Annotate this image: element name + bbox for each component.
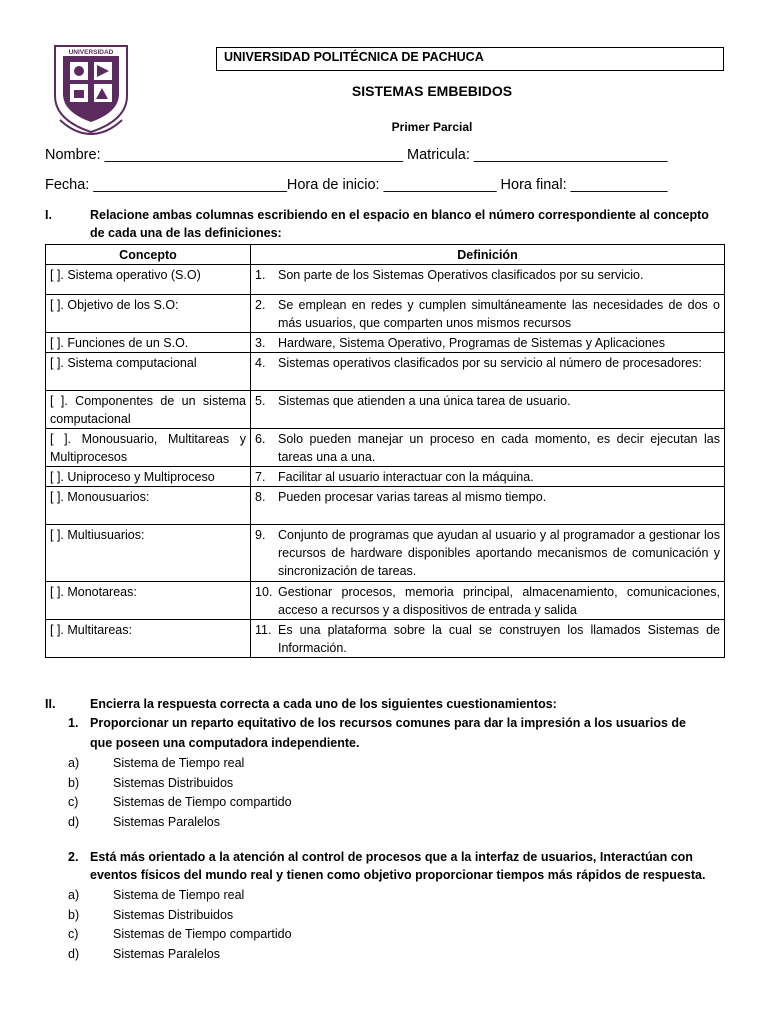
definition-number: 11.: [255, 623, 272, 637]
definition-number: 4.: [255, 356, 266, 370]
option-item[interactable]: c) Sistemas de Tiempo compartido: [68, 927, 292, 941]
definition-text: Sistemas que atienden a una única tarea de usuario.: [278, 394, 571, 408]
table-row: [46, 467, 725, 487]
definition-number: 7.: [255, 470, 266, 484]
definition-number: 3.: [255, 336, 266, 350]
section1-instruction-2: de cada una de las definiciones:: [90, 226, 282, 240]
definition-text: Son parte de los Sistemas Operativos clasificados por su servicio.: [278, 268, 644, 282]
table-row: [46, 353, 725, 391]
concept-cell[interactable]: [ ]. Monotareas:: [46, 582, 251, 620]
definition-number: 1.: [255, 268, 266, 282]
definition-text: Se emplean en redes y cumplen simultáneamente las necesidades de dos o más usuarios, que comparten unos mismos recursos: [278, 298, 720, 330]
concept-cell[interactable]: [ ]. Monousuarios:: [46, 487, 251, 525]
definition-cell: [251, 265, 725, 295]
question-1-text-2: que poseen una computadora independiente.: [90, 736, 360, 750]
concept-cell[interactable]: [ ]. Sistema computacional: [46, 353, 251, 391]
definition-text: Es una plataforma sobre la cual se construyen los llamados Sistemas de Información.: [278, 623, 720, 655]
course-title: SISTEMAS EMBEBIDOS: [351, 83, 513, 99]
option-item[interactable]: d) Sistemas Paralelos: [68, 814, 220, 829]
definition-cell: [251, 467, 725, 487]
logo-text-top: UNIVERSIDAD: [68, 49, 114, 56]
section2-numeral: II.: [45, 697, 56, 711]
concept-cell[interactable]: [ ]. Monousuario, Multitareas y Multiprocesos: [46, 429, 251, 467]
definition-text: Facilitar al usuario interactuar con la máquina.: [278, 470, 534, 484]
table-row: [46, 620, 725, 658]
option-item[interactable]: b) Sistemas Distribuidos: [68, 907, 234, 922]
definition-cell: [251, 487, 725, 525]
table-row: [46, 525, 725, 582]
option-item[interactable]: a) Sistema de Tiempo real: [68, 888, 245, 902]
section1-instruction: Relacione ambas columnas escribiendo en el espacio en blanco el número correspondiente al concepto: [90, 208, 709, 222]
definition-text: Pueden procesar varias tareas al mismo tiempo.: [278, 490, 547, 504]
question-2-number: 2.: [68, 850, 79, 864]
option-item[interactable]: d) Sistemas Paralelos: [68, 946, 220, 961]
exam-title: Primer Parcial: [391, 120, 473, 134]
definition-text: Conjunto de programas que ayudan al usuario y al programador a gestionar los recursos de hardware disponibles aportando mecanismos de comunicación y sincronización de tareas.: [278, 528, 720, 578]
concept-cell[interactable]: [ ]. Componentes de un sistema computacional: [46, 391, 251, 429]
table-row: [46, 429, 725, 467]
concept-cell[interactable]: [ ]. Multitareas:: [46, 620, 251, 658]
definition-cell: [251, 429, 725, 467]
definition-number: 6.: [255, 432, 266, 446]
table-row: [46, 487, 725, 525]
question-2-text: Está más orientado a la atención al control de procesos que a la interfaz de usuarios, Interactúan con: [90, 850, 693, 864]
column-header-concept: Concepto: [46, 245, 251, 265]
column-header-definition: Definición: [251, 245, 725, 265]
option-item[interactable]: b) Sistemas Distribuidos: [68, 775, 234, 790]
university-name: UNIVERSIDAD POLITÉCNICA DE PACHUCA: [224, 50, 484, 64]
definition-number: 10.: [255, 585, 273, 599]
section2-instruction: Encierra la respuesta correcta a cada uno de los siguientes cuestionamientos:: [90, 697, 557, 711]
question-2-text-2: eventos físicos del mundo real y tienen como objetivo proporcionar tiempos más rápidos de respuesta.: [90, 868, 706, 882]
definition-text: Hardware, Sistema Operativo, Programas de Sistemas y Aplicaciones: [278, 336, 665, 350]
definition-cell: [251, 582, 725, 620]
definition-text: Gestionar procesos, memoria principal, almacenamiento, comunicaciones, acceso a recursos y a dispositivos de entrada y salida: [278, 585, 720, 617]
definition-cell: [251, 295, 725, 333]
table-row: [46, 391, 725, 429]
definition-cell: [251, 620, 725, 658]
section1-numeral: I.: [45, 208, 52, 222]
table-row: [46, 265, 725, 295]
definition-text: Solo pueden manejar un proceso en cada momento, es decir ejecutan las tareas una a una.: [278, 432, 720, 464]
definition-cell: [251, 525, 725, 582]
matching-table: [45, 244, 725, 658]
definition-number: 2.: [255, 298, 266, 312]
concept-cell[interactable]: [ ]. Multiusuarios:: [46, 525, 251, 582]
concept-cell[interactable]: [ ]. Objetivo de los S.O:: [46, 295, 251, 333]
concept-cell[interactable]: [ ]. Sistema operativo (S.O): [46, 265, 251, 295]
question-2-options: [68, 886, 292, 964]
definition-text: Sistemas operativos clasificados por su servicio al número de procesadores:: [278, 356, 702, 370]
table-row: [46, 295, 725, 333]
table-row: [46, 582, 725, 620]
question-1-number: 1.: [68, 716, 79, 730]
definition-cell: [251, 391, 725, 429]
definition-number: 9.: [255, 528, 266, 542]
definition-cell: [251, 353, 725, 391]
definition-cell: [251, 333, 725, 353]
table-row: [46, 333, 725, 353]
concept-cell[interactable]: [ ]. Funciones de un S.O.: [46, 333, 251, 353]
question-1-text: Proporcionar un reparto equitativo de los recursos comunes para dar la impresión a los usuarios de: [90, 716, 686, 730]
question-1-options: [68, 754, 292, 832]
concept-cell[interactable]: [ ]. Uniproceso y Multiproceso: [46, 467, 251, 487]
nombre-matricula-field[interactable]: Nombre: _____________________________________ Matricula: ________________________: [45, 147, 668, 163]
option-item[interactable]: c) Sistemas de Tiempo compartido: [68, 795, 292, 809]
option-item[interactable]: a) Sistema de Tiempo real: [68, 756, 245, 770]
definition-number: 5.: [255, 394, 266, 408]
fecha-hora-field[interactable]: Fecha: ________________________Hora de inicio: ______________ Hora final: ____________: [45, 177, 668, 193]
definition-number: 8.: [255, 490, 266, 504]
